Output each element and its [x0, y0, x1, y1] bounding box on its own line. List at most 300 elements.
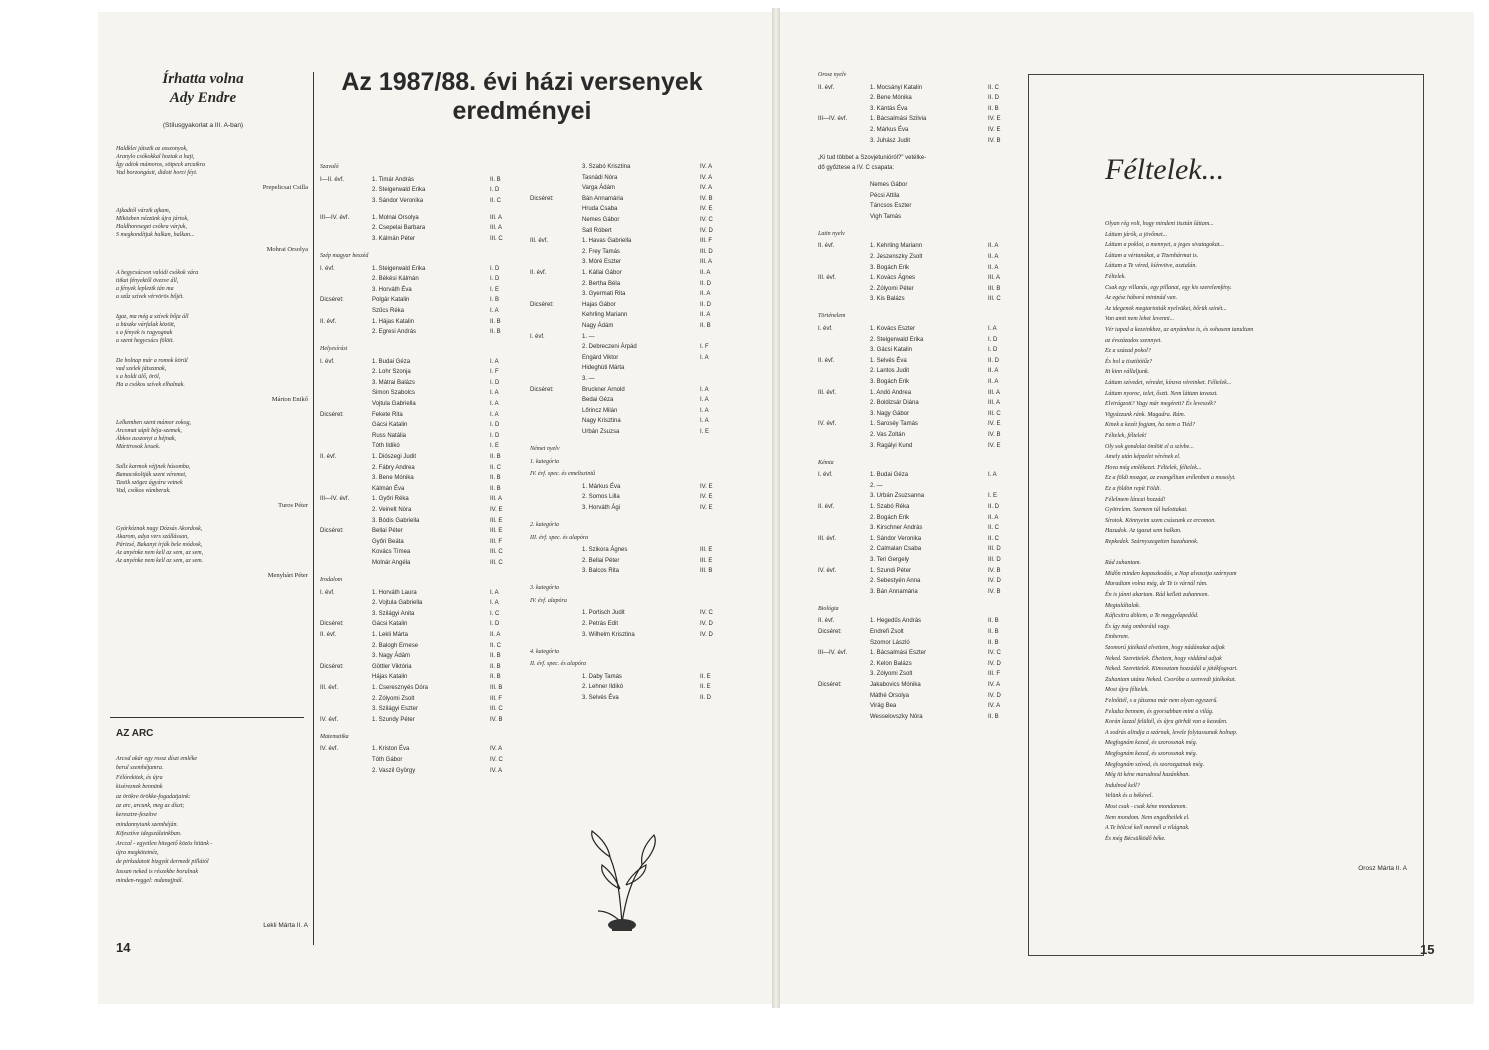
- result-class: II. D: [988, 504, 1000, 510]
- section-heading: Kémia: [818, 459, 834, 466]
- result-class: I. D: [988, 347, 998, 354]
- poem-subtitle: (Stílusgyakorlat a III. A-ban): [162, 122, 244, 129]
- poem-line: berul szemhéjamra.: [116, 765, 164, 772]
- poem-line: Megfognám kezed, és szorossnak még.: [1105, 751, 1198, 757]
- result-category: IV. évf.: [320, 716, 339, 723]
- result-class: III. F: [490, 538, 502, 545]
- result-category: Dicséret:: [320, 621, 344, 628]
- poem-line: a fények lepleztk tán ma: [116, 286, 174, 292]
- result-category: I. évf.: [818, 472, 833, 479]
- result-row: [530, 376, 730, 386]
- page-number-right: 15: [1420, 942, 1435, 957]
- result-name: 2. Békési Kálmán: [372, 276, 419, 283]
- result-name: 3. Ragályi Kund: [870, 442, 913, 449]
- result-row: [818, 493, 1018, 503]
- result-name: 3. Horváth Ági: [582, 504, 621, 511]
- result-class: II. B: [490, 485, 501, 492]
- result-category: II. évf.: [818, 504, 835, 510]
- poem-line: Arcomat sápít béja-szemek,: [116, 428, 182, 434]
- result-name: Bedai Géza: [582, 397, 614, 404]
- result-row: [530, 312, 730, 322]
- result-row: [320, 685, 520, 695]
- result-row: [530, 484, 730, 494]
- result-row: [818, 504, 1018, 514]
- poem-line: Gyárkóznak nagy Dózsás Akordosk,: [116, 526, 203, 532]
- result-class: IV. C: [490, 757, 503, 763]
- result-name: Simon Szabolcs: [372, 390, 416, 397]
- result-row: [530, 365, 730, 375]
- result-name: Hajas Gábor: [582, 301, 616, 308]
- result-name: 1. Hegedűs András: [870, 618, 922, 625]
- result-class: III. C: [490, 549, 503, 556]
- result-class: IV. E: [988, 442, 1001, 449]
- result-class: IV. B: [988, 432, 1001, 439]
- result-row: [530, 674, 730, 684]
- feltelek-title: Féltelek...: [1105, 153, 1225, 186]
- result-row: [320, 443, 520, 453]
- poem-line: Haldklei játszik az asszonyok,: [116, 146, 188, 152]
- result-row: [320, 319, 520, 329]
- result-name: 1. Szundi Péter: [870, 567, 912, 574]
- result-row: [818, 347, 1018, 357]
- result-name: 3. Szilágyi Anita: [372, 610, 415, 617]
- poem-line: Aranylo csókokkal hoztak a hajt,: [116, 154, 195, 160]
- result-row: [818, 557, 1018, 567]
- result-name: 3. Sándor Veronika: [372, 197, 424, 204]
- result-class: I. A: [490, 401, 499, 408]
- result-row: [320, 600, 520, 610]
- result-name: 3. Horváth Éva: [372, 286, 412, 293]
- result-name: 1. Márkus Éva: [582, 483, 621, 490]
- result-name: 2. Bogách Erik: [870, 514, 910, 521]
- poem-line: keresztre-feszítve: [116, 812, 157, 819]
- result-class: III. B: [490, 685, 503, 692]
- result-name: 1. Selvés Éva: [870, 357, 907, 364]
- poem-line: Felnőttél, s a játszma már nem olyan egyszerű.: [1105, 698, 1218, 704]
- poem-line: Feladsz bennem, és gyorsabban mint a világ.: [1105, 708, 1214, 715]
- result-category: I—II. évf.: [320, 176, 345, 183]
- poem-line: Neked. Szerettelek. Kimosztam hozzádúl a játékfogvart.: [1105, 666, 1238, 673]
- result-class: IV. D: [700, 631, 713, 638]
- result-name: 1. —: [582, 333, 595, 340]
- result-name: Pécsi Attila: [870, 192, 900, 199]
- result-class: IV. A: [490, 746, 503, 753]
- section-heading: Helyesírási: [320, 346, 348, 353]
- result-name: 2. Jeszenszky Zsolt: [870, 254, 923, 261]
- result-name: 2. Vojtula Gabriella: [372, 600, 423, 607]
- result-row: [320, 518, 520, 528]
- result-name: 2. Steigerwald Erika: [870, 336, 924, 343]
- result-name: 3. Kis Balázs: [870, 296, 905, 303]
- result-name: 2. Zólyomi Zsolt: [372, 695, 415, 702]
- result-name: 2. Egresi András: [372, 329, 417, 336]
- result-row: [818, 400, 1018, 410]
- result-row: [320, 549, 520, 559]
- result-class: I. A: [490, 390, 499, 397]
- result-class: IV. D: [988, 660, 1001, 667]
- result-row: [530, 259, 730, 269]
- page-number-left: 14: [116, 940, 131, 955]
- result-class: II. E: [700, 684, 711, 691]
- result-name: 3. Bogách Erik: [870, 264, 910, 271]
- result-name: 1. Havas Gabriella: [582, 238, 632, 245]
- result-name: 1. Saroséy Tamás: [870, 421, 918, 428]
- result-row: [320, 454, 520, 464]
- poem-line: Indulnod kell?: [1105, 782, 1140, 789]
- section-heading: Szavaló: [320, 164, 339, 170]
- poem-line: Az egész háború mintnád van.: [1105, 295, 1178, 302]
- poem-line: A hegycsúcson valódi csókok vára: [116, 270, 199, 276]
- result-category: Dicséret:: [530, 301, 554, 308]
- result-row: [530, 429, 730, 439]
- result-class: II. A: [700, 312, 711, 319]
- result-name: 3. Gyermati Rita: [582, 291, 626, 298]
- poem-line: A sodrás alindja a szárnak, levele folytassanak holnap.: [1105, 729, 1238, 736]
- result-row: [818, 411, 1018, 421]
- poem-line: Haldhoreseget csókra várjuk,: [116, 224, 187, 230]
- result-class: I. A: [700, 397, 709, 404]
- result-name: Fekete Rita: [372, 411, 403, 418]
- result-row: [818, 546, 1018, 556]
- poem-line: Vér tapad a kezeinkhez, az anyámhoz is, és sohasem tanultam: [1105, 327, 1254, 333]
- section-heading: Matematika: [320, 733, 349, 740]
- result-name: 2. Somos Lilla: [582, 494, 620, 501]
- result-category: I. évf.: [320, 589, 335, 596]
- result-class: III. C: [490, 560, 503, 567]
- result-row: [320, 768, 520, 778]
- result-name: 1. Diószegi Judit: [372, 454, 417, 461]
- book-spine: [772, 8, 780, 1008]
- result-class: II. A: [490, 632, 501, 639]
- result-class: IV. A: [988, 703, 1001, 710]
- result-name: 1. Szabó Réka: [870, 504, 910, 510]
- result-class: II. A: [988, 243, 999, 250]
- result-class: II. B: [490, 176, 501, 183]
- result-row: [320, 664, 520, 674]
- poem-line: Van amit nem lehet levenni...: [1105, 316, 1175, 323]
- result-class: II. C: [988, 84, 1000, 91]
- result-name: 1. Molnai Orsolya: [372, 214, 419, 221]
- poem-line: s a fények is ragyognak: [116, 330, 173, 336]
- result-name: Bellai Péter: [372, 528, 403, 535]
- result-class: IV. E: [988, 421, 1001, 428]
- result-class: III. D: [700, 248, 713, 255]
- result-class: I. A: [988, 472, 997, 479]
- result-name: 3. Bene Mónika: [372, 475, 414, 482]
- result-class: III. E: [490, 517, 503, 524]
- result-name: 2. Balogh Ernese: [372, 642, 419, 649]
- result-name: Kehrling Mariann: [582, 312, 628, 319]
- poem-line: Rád zuhantam.: [1105, 560, 1141, 567]
- result-name: Hájas Katalin: [372, 674, 408, 681]
- result-name: 1. Bácsalmási Eszter: [870, 650, 927, 657]
- poem-line: Félelmem láncai hozzád!: [1105, 496, 1166, 503]
- result-row: [818, 138, 1018, 148]
- section-heading: 3. kategória: [530, 585, 559, 592]
- result-name: 2. Fábry Andrea: [372, 464, 415, 471]
- result-category: Dicséret:: [530, 195, 554, 202]
- result-class: III. C: [988, 410, 1001, 417]
- result-name: Engárd Viktor: [582, 354, 619, 361]
- result-row: [320, 390, 520, 400]
- result-class: IV. A: [490, 767, 503, 774]
- result-row: [530, 228, 730, 238]
- poem-line: újra megkötetnéz,: [116, 850, 159, 856]
- result-name: 1. Mocsányi Katalin: [870, 84, 923, 91]
- result-row: [530, 684, 730, 694]
- poem-line: Emberem.: [1105, 634, 1130, 641]
- result-row: [530, 196, 730, 206]
- result-name: Hideghúti Márta: [582, 365, 625, 372]
- result-name: 3. Wilhelm Krisztina: [582, 631, 635, 638]
- poem-line: Arcod akár egy rossz díszt emléke: [116, 756, 198, 762]
- result-name: Nemes Gábor: [582, 217, 620, 223]
- result-class: IV. C: [700, 610, 713, 617]
- result-name: Szűcs Réka: [372, 307, 405, 314]
- result-name: Lőrincz Milán: [582, 407, 618, 414]
- result-category: III. évf.: [818, 389, 837, 396]
- result-name: 1. Budai Géza: [372, 358, 411, 365]
- result-name: 3. Bán Annamária: [870, 588, 918, 595]
- poem-title-line1: Írhatta volna: [162, 71, 244, 87]
- result-row: [818, 640, 1018, 650]
- note-line: „Ki tud többet a Szovjetunióról?" vetélke-: [818, 154, 927, 161]
- poem-line: Zuhantam utána Neked. Csoróba a szenvedt játékokat.: [1105, 676, 1236, 683]
- result-name: 2. Bene Mónika: [870, 95, 912, 102]
- result-row: [818, 127, 1018, 137]
- result-class: II. B: [988, 105, 999, 112]
- result-row: [320, 496, 520, 506]
- result-name: Jakabovics Mónika: [870, 681, 921, 688]
- result-name: 2. —: [870, 482, 883, 489]
- poem-line: Még itt kéne maradnod hazánkban.: [1105, 772, 1190, 779]
- result-name: 1. Lekli Márta: [372, 632, 409, 639]
- poem-line: Párizsé, Bakanyt írják bele módosk,: [116, 542, 203, 548]
- result-class: I. F: [700, 344, 709, 351]
- poem-line: Félórekitek, és újra: [116, 774, 163, 781]
- poem-line: Ábkos asszonyi a héjnak,: [116, 436, 176, 442]
- result-row: [320, 653, 520, 663]
- result-row: [320, 177, 520, 187]
- result-class: IV. D: [988, 692, 1001, 699]
- result-class: I. E: [490, 286, 500, 293]
- poem-line: Bamacskoltják szent véremet,: [116, 472, 187, 478]
- result-class: IV. C: [700, 217, 713, 223]
- result-category: IV. évf.: [818, 567, 837, 574]
- poem-line: De holnap már a romok körül: [116, 358, 188, 364]
- result-row: [320, 433, 520, 443]
- result-row: [818, 85, 1018, 95]
- result-name: 3. Kántás Éva: [870, 105, 908, 112]
- result-class: I. D: [490, 276, 500, 283]
- result-class: II. C: [490, 464, 502, 471]
- poem-line: az évszázados szennyet.: [1105, 337, 1162, 344]
- result-class: III. A: [700, 259, 713, 266]
- poem-line: Miközben nézzünk újra jártok,: [116, 216, 189, 222]
- result-category: Dicséret:: [320, 663, 344, 670]
- result-class: I. A: [490, 307, 499, 314]
- result-row: [818, 714, 1018, 724]
- result-name: 1. Budai Géza: [870, 472, 909, 479]
- poem-line: a szent hegycsúcs fölött.: [116, 338, 174, 344]
- result-class: II. A: [988, 264, 999, 271]
- result-class: II. A: [988, 368, 999, 375]
- result-category: Dicséret:: [320, 297, 344, 304]
- result-name: 3. Juhász Judit: [870, 137, 911, 144]
- result-class: II. A: [988, 514, 999, 521]
- result-class: III. C: [490, 235, 503, 242]
- result-name: Nemes Gábor: [870, 182, 908, 189]
- result-class: III. C: [490, 706, 503, 713]
- result-class: I. A: [700, 418, 709, 425]
- result-name: 1. Horváth Laura: [372, 589, 417, 596]
- result-class: I. D: [988, 336, 998, 343]
- poem-line: Nem mondom. Nem engedhetlek el.: [1105, 814, 1190, 821]
- result-class: IV. D: [700, 621, 713, 628]
- result-name: 3. Szilágyi Eszter: [372, 706, 419, 713]
- result-class: I. A: [490, 411, 499, 418]
- result-row: [320, 528, 520, 538]
- result-class: II. B: [490, 674, 501, 681]
- result-class: IV. B: [988, 588, 1001, 595]
- result-row: [818, 421, 1018, 431]
- result-category: II. évf.: [818, 243, 835, 250]
- result-name: 2. Veinelt Nóra: [372, 507, 412, 514]
- result-class: IV. B: [988, 137, 1001, 144]
- result-name: 2. Márkus Éva: [870, 127, 909, 133]
- az-arc-author: Lekli Márta II. A: [263, 922, 308, 929]
- results-title: Az 1987/88. évi házi versenyek: [341, 68, 703, 96]
- poem-line: S megkondítjuk halkan, halkan...: [116, 232, 195, 238]
- result-name: 3. Mátrai Balázs: [372, 379, 416, 386]
- result-class: II. C: [988, 525, 1000, 532]
- poem-line: És még Bécsülködő béke.: [1105, 835, 1166, 842]
- poem-line: Korán lazzal felültél, és újra görhdt van a kezeden.: [1105, 719, 1228, 726]
- result-name: Hruda Csaba: [582, 206, 618, 213]
- result-name: Virág Bea: [870, 703, 897, 710]
- result-name: Tóth Ildikó: [372, 443, 400, 450]
- section-heading: Orosz nyelv: [818, 72, 847, 78]
- result-class: II. E: [700, 673, 711, 680]
- result-name: 1. Kovács Ágnes: [870, 275, 916, 282]
- result-category: III. évf.: [818, 535, 837, 542]
- poem-line: Igaz, ma még a szívek bőja áll: [116, 314, 189, 320]
- section-heading: II. évf. spec. és alapóra: [530, 661, 587, 668]
- poem-author: Mohrai Orsolya: [266, 246, 308, 253]
- result-class: II. B: [988, 618, 999, 625]
- result-name: Sall Róbert: [582, 227, 612, 234]
- result-class: II. D: [988, 357, 1000, 364]
- result-name: Göttler Viktória: [372, 663, 412, 670]
- result-name: Táncsos Eszter: [870, 203, 912, 210]
- result-category: Dicséret:: [818, 628, 842, 635]
- result-class: I. E: [490, 443, 500, 450]
- result-row: [530, 217, 730, 227]
- result-row: [320, 380, 520, 390]
- poem-line: Megfognám kezed, és szorossnak még.: [1105, 740, 1198, 747]
- result-row: [320, 276, 520, 286]
- poem-line: Ez a század pokol?: [1105, 348, 1151, 355]
- poem-line: Arccal - egyetlen hitegető közös hitünk -: [116, 840, 213, 847]
- result-name: 1. Daby Tamás: [582, 673, 622, 680]
- result-category: III—IV. évf.: [320, 214, 350, 221]
- result-class: I. D: [490, 379, 500, 386]
- result-row: [320, 359, 520, 369]
- result-class: III. A: [988, 389, 1001, 396]
- result-row: [530, 547, 730, 557]
- result-name: Nagy Ádám: [582, 323, 614, 329]
- result-name: Urbán Zsuzsa: [582, 429, 620, 435]
- poem-line: Sírotok. Könnyeim szem csúszunk ez ercomon.: [1105, 517, 1216, 524]
- result-row: [530, 249, 730, 259]
- section-heading: 1. kategória: [530, 458, 559, 465]
- result-name: Vigh Tamás: [870, 213, 902, 220]
- result-row: [320, 401, 520, 411]
- result-class: IV. B: [490, 716, 503, 723]
- result-class: IV. A: [988, 681, 1001, 688]
- result-row: [818, 443, 1018, 453]
- result-row: [320, 632, 520, 642]
- result-class: IV. A: [700, 174, 713, 181]
- result-row: [530, 568, 730, 578]
- poem-line: Így adtok mámoros, sötpeck arcuikra: [116, 162, 206, 168]
- result-row: [818, 703, 1018, 713]
- result-class: II. B: [988, 628, 999, 635]
- poem-line: Káficsitra döltem, a Te meggyőzpedőd.: [1105, 613, 1199, 620]
- result-class: IV. A: [700, 185, 713, 192]
- result-row: [320, 706, 520, 716]
- poem-line: Vigyázzunk ránk. Magadra. Rám.: [1105, 411, 1186, 418]
- poem-line: s a holdi ülő, öröl,: [116, 374, 161, 380]
- poem-author: Turos Péter: [278, 502, 308, 509]
- result-category: II. évf.: [320, 454, 337, 461]
- poem-author: Márton Enikő: [271, 396, 308, 403]
- section-heading: 4. kategória: [530, 648, 559, 655]
- poem-line: Láttam szívedet, véredet, kínzva véreinket. Féltelek...: [1105, 380, 1232, 386]
- result-row: [320, 643, 520, 653]
- result-class: II. A: [700, 270, 711, 276]
- result-row: [530, 164, 730, 174]
- poem-line: Ez a földön repít Földi.: [1105, 486, 1161, 492]
- result-row: [320, 236, 520, 246]
- poem-line: a szűz szívek vérvörös bőjét.: [116, 294, 184, 300]
- result-category: Dicséret:: [320, 411, 344, 418]
- poem-line: Láttam a poklot, a mennyet, a jeges sivatagokat...: [1105, 242, 1224, 249]
- result-class: I. A: [700, 407, 709, 414]
- poem-line: Most újra féltelek.: [1105, 687, 1149, 694]
- result-name: Tóth Gábor: [372, 757, 403, 763]
- result-name: 3. Teri Gergely: [870, 557, 909, 563]
- result-row: [818, 243, 1018, 253]
- result-class: II. D: [988, 95, 1000, 102]
- right-page: [780, 12, 1474, 1004]
- result-row: [320, 746, 520, 756]
- result-class: III. A: [988, 400, 1001, 407]
- poem-author: Menyhárt Péter: [267, 572, 308, 579]
- result-row: [818, 203, 1018, 213]
- result-row: [530, 695, 730, 705]
- result-name: 3. Kirschner András: [870, 525, 923, 532]
- result-name: 1. Szikora Ágnes: [582, 547, 628, 554]
- result-name: Tasnádi Nóra: [582, 174, 618, 181]
- result-row: [818, 254, 1018, 264]
- result-row: [530, 397, 730, 407]
- result-category: I. évf.: [320, 265, 335, 272]
- result-row: [320, 590, 520, 600]
- result-row: [818, 296, 1018, 306]
- result-name: 3. Zólyomi Zsolt: [870, 671, 913, 678]
- result-class: I. D: [490, 422, 500, 429]
